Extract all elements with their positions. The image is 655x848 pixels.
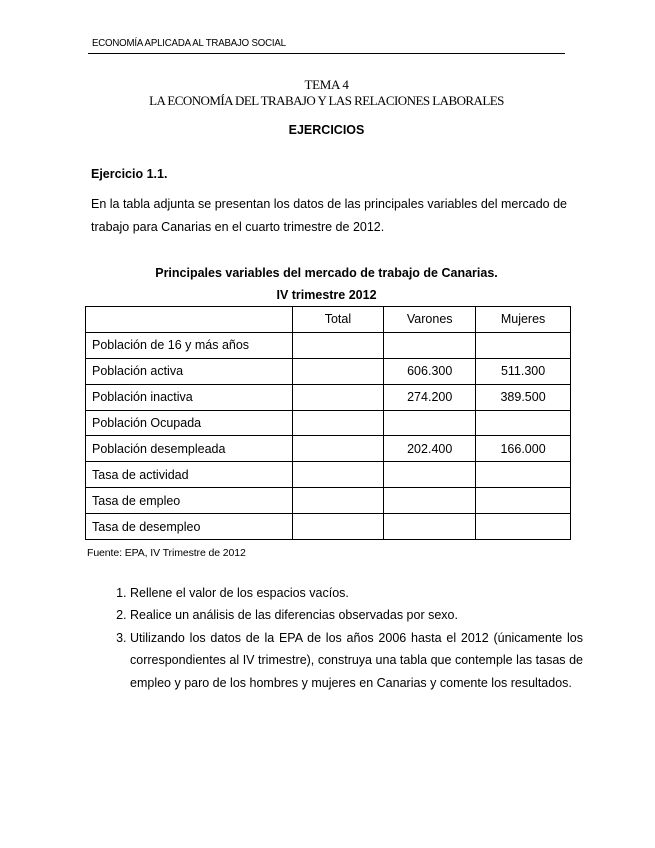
- cell-varones: 606.300: [384, 358, 476, 384]
- cell-varones: [384, 514, 476, 540]
- cell-total: [292, 384, 384, 410]
- table-row: [86, 358, 571, 384]
- header-cell-varones: Varones: [384, 307, 476, 333]
- cell-total: [292, 358, 384, 384]
- table-header-row: [86, 307, 571, 333]
- header-cell-total: Total: [292, 307, 384, 333]
- header-cell-mujeres: Mujeres: [476, 307, 571, 333]
- cell-total: [292, 462, 384, 488]
- cell-total: [292, 436, 384, 462]
- table-caption-line-1: Principales variables del mercado de trabajo de Canarias.: [155, 266, 498, 280]
- cell-total: [292, 410, 384, 436]
- header-cell-blank: [86, 307, 293, 333]
- table-row: [86, 488, 571, 514]
- cell-varones: 202.400: [384, 436, 476, 462]
- row-label: Tasa de actividad: [86, 462, 293, 488]
- cell-varones: [384, 462, 476, 488]
- table-caption: [88, 262, 565, 306]
- task-list: [111, 582, 583, 694]
- exercise-intro: En la tabla adjunta se presentan los datos de las principales variables del mercado de trabajo para Canarias en el cuarto trimestre de 2012.: [91, 197, 567, 234]
- cell-total: [292, 488, 384, 514]
- cell-varones: [384, 410, 476, 436]
- cell-mujeres: 389.500: [476, 384, 571, 410]
- row-label: Población activa: [86, 358, 293, 384]
- table-source-note: Fuente: EPA, IV Trimestre de 2012: [87, 547, 246, 559]
- cell-mujeres: 511.300: [476, 358, 571, 384]
- list-item: 1. Rellene el valor de los espacios vacíos.: [130, 582, 583, 604]
- row-label: Población inactiva: [86, 384, 293, 410]
- cell-total: [292, 514, 384, 540]
- cell-varones: [384, 488, 476, 514]
- running-header: ECONOMÍA APLICADA AL TRABAJO SOCIAL: [92, 37, 286, 49]
- table-caption-line-2: IV trimestre 2012: [276, 288, 377, 302]
- table-row: [86, 462, 571, 488]
- table-row: [86, 332, 571, 358]
- row-label: Población Ocupada: [86, 410, 293, 436]
- labour-market-table: [85, 306, 571, 540]
- cell-total: [292, 332, 384, 358]
- cell-mujeres: [476, 488, 571, 514]
- exercise-title: Ejercicio 1.1.: [91, 167, 168, 181]
- table-row: [86, 514, 571, 540]
- table-row: [86, 410, 571, 436]
- row-label: Tasa de empleo: [86, 488, 293, 514]
- cell-mujeres: [476, 514, 571, 540]
- list-item: 2. Realice un análisis de las diferencias observadas por sexo.: [130, 604, 583, 626]
- row-label: Población desempleada: [86, 436, 293, 462]
- cell-mujeres: 166.000: [476, 436, 571, 462]
- cell-mujeres: [476, 332, 571, 358]
- cell-varones: [384, 332, 476, 358]
- cell-mujeres: [476, 410, 571, 436]
- list-item: 3. Utilizando los datos de la EPA de los años 2006 hasta el 2012 (únicamente los correspondientes al IV trimestre), construya una tabla que contemple las tasas de empleo y paro de los hombres y mujeres en Canarias y comente los resultados.: [130, 627, 583, 694]
- row-label: Población de 16 y más años: [86, 332, 293, 358]
- table-row: [86, 384, 571, 410]
- header-rule: [88, 53, 565, 54]
- topic-title: LA ECONOMÍA DEL TRABAJO Y LAS RELACIONES LABORALES: [149, 93, 504, 108]
- section-heading: EJERCICIOS: [288, 123, 365, 137]
- row-label: Tasa de desempleo: [86, 514, 293, 540]
- table-row: [86, 436, 571, 462]
- cell-mujeres: [476, 462, 571, 488]
- cell-varones: 274.200: [384, 384, 476, 410]
- topic-number: TEMA 4: [304, 77, 349, 92]
